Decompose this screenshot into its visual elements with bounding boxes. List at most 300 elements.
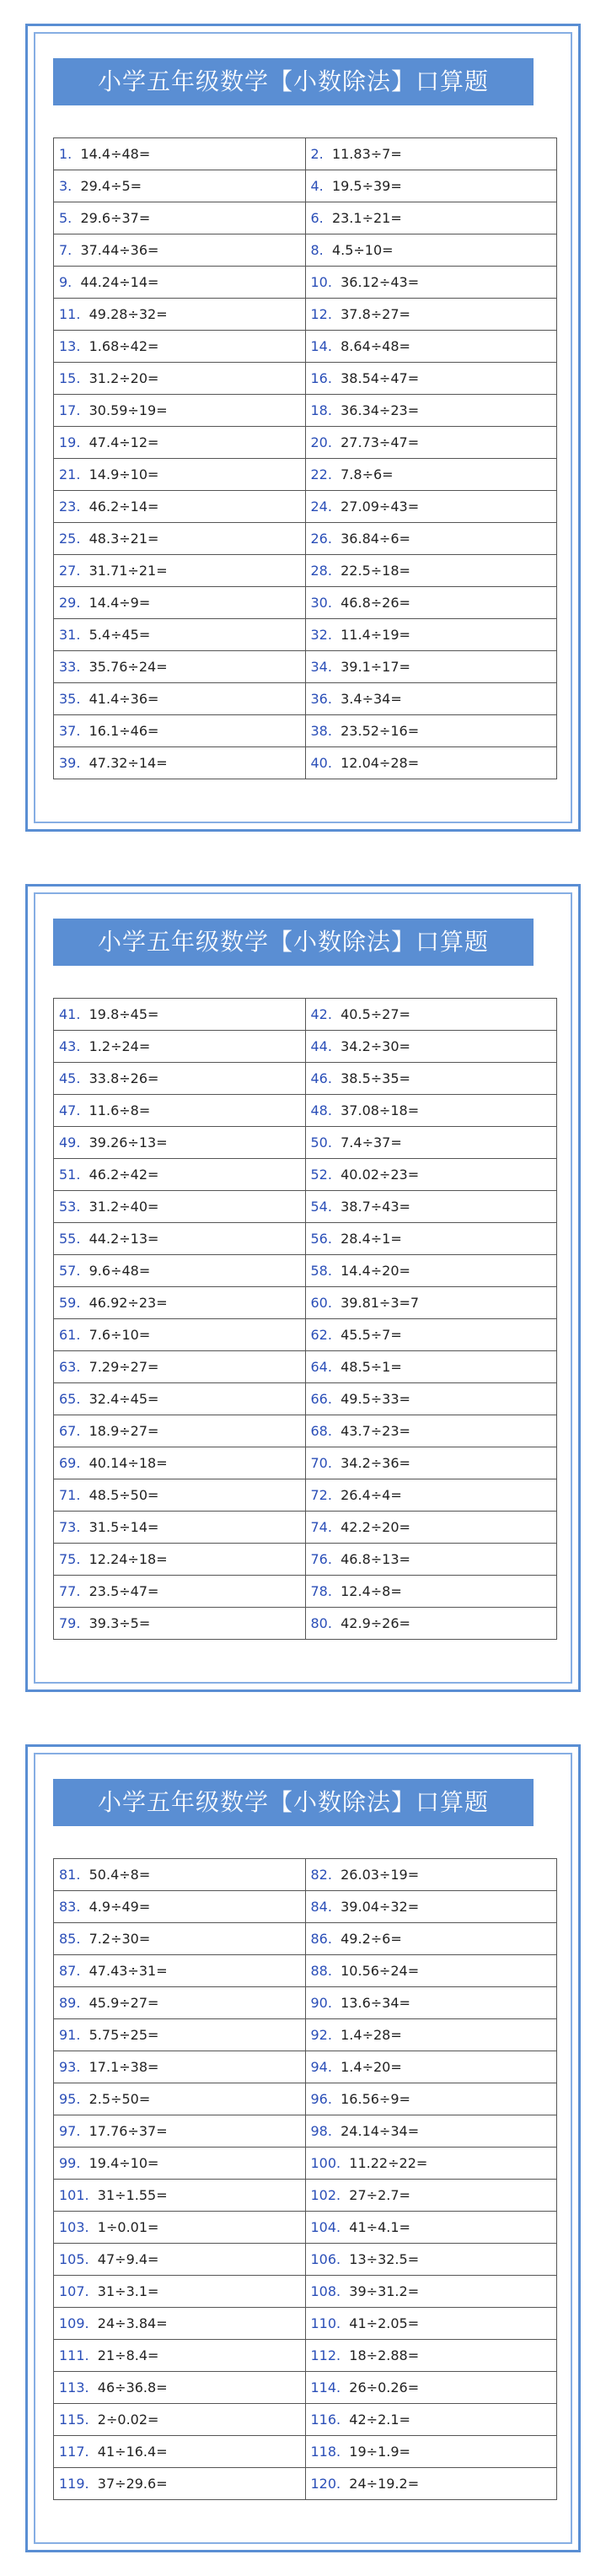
problem-number: 105. [59, 2251, 89, 2267]
problem-number: 54. [310, 1199, 332, 1215]
problem-cell [305, 234, 557, 267]
problem-cell [54, 202, 306, 234]
problem-cell [54, 395, 306, 427]
problem-cell [54, 2051, 306, 2083]
problem-number: 32. [310, 627, 332, 643]
problem-cell [305, 1859, 557, 1891]
problem-cell [54, 1891, 306, 1923]
problem-number: 102. [310, 2187, 341, 2203]
problem-cell [305, 1159, 557, 1191]
problem-number: 46. [310, 1070, 332, 1086]
problem-expression: 38.7÷43= [341, 1199, 410, 1215]
problem-expression: 42.9÷26= [341, 1615, 410, 1631]
problem-row [54, 2436, 557, 2468]
problem-expression: 48.5÷50= [88, 1487, 159, 1503]
problem-number: 25. [59, 531, 81, 547]
problem-row [54, 363, 557, 395]
problem-row [54, 2115, 557, 2148]
problem-cell [54, 1987, 306, 2019]
problem-number: 86. [310, 1931, 332, 1947]
problem-number: 35. [59, 691, 81, 707]
problem-cell [54, 2180, 306, 2212]
problem-number: 63. [59, 1359, 81, 1375]
problem-number: 40. [310, 755, 332, 771]
problem-cell [54, 267, 306, 299]
problem-cell [54, 619, 306, 651]
problem-cell [54, 1415, 306, 1447]
problem-number: 76. [310, 1551, 332, 1567]
worksheet-title: 小学五年级数学【小数除法】口算题 [53, 1779, 534, 1826]
problem-number: 101. [59, 2187, 89, 2203]
problem-expression: 30.59÷19= [88, 402, 168, 418]
problem-number: 94. [310, 2059, 332, 2075]
problem-expression: 29.6÷37= [80, 210, 151, 226]
problem-cell [305, 2468, 557, 2500]
problem-number: 58. [310, 1263, 332, 1279]
problem-cell [305, 2051, 557, 2083]
problem-expression: 17.1÷38= [88, 2059, 159, 2075]
problem-row [54, 2404, 557, 2436]
problem-number: 34. [310, 659, 332, 675]
problem-cell [305, 1512, 557, 1544]
problem-number: 31. [59, 627, 81, 643]
problem-number: 106. [310, 2251, 341, 2267]
problem-expression: 31÷1.55= [97, 2187, 168, 2203]
problem-expression: 27.73÷47= [341, 434, 420, 450]
problem-expression: 19÷1.9= [349, 2444, 410, 2460]
problem-cell [54, 2372, 306, 2404]
problem-number: 92. [310, 2027, 332, 2043]
problem-number: 49. [59, 1134, 81, 1151]
problem-row [54, 1255, 557, 1287]
problem-number: 24. [310, 498, 332, 515]
problem-cell [54, 1191, 306, 1223]
problem-row [54, 1415, 557, 1447]
problem-expression: 5.4÷45= [88, 627, 151, 643]
problem-expression: 24÷19.2= [349, 2476, 420, 2492]
problem-cell [305, 2019, 557, 2051]
problem-number: 89. [59, 1995, 81, 2011]
problem-expression: 13.6÷34= [341, 1995, 410, 2011]
problem-number: 117. [59, 2444, 89, 2460]
problem-number: 1. [59, 146, 72, 162]
problem-expression: 14.4÷20= [341, 1263, 410, 1279]
problem-cell [305, 619, 557, 651]
problem-cell [54, 1512, 306, 1544]
problem-cell [305, 2436, 557, 2468]
problem-number: 114. [310, 2379, 341, 2395]
problem-row [54, 651, 557, 683]
problem-number: 104. [310, 2219, 341, 2235]
problem-expression: 31.5÷14= [88, 1519, 159, 1535]
problem-number: 95. [59, 2091, 81, 2107]
problem-cell [54, 1576, 306, 1608]
problem-number: 83. [59, 1899, 81, 1915]
problem-expression: 45.5÷7= [341, 1327, 402, 1343]
problem-expression: 49.2÷6= [341, 1931, 402, 1947]
problem-cell [54, 1063, 306, 1095]
problem-expression: 2.5÷50= [88, 2091, 151, 2107]
problem-cell [305, 427, 557, 459]
problem-expression: 46.8÷26= [341, 595, 410, 611]
problem-number: 44. [310, 1038, 332, 1054]
problem-cell [54, 1447, 306, 1479]
problem-expression: 34.2÷36= [341, 1455, 410, 1471]
problem-expression: 35.76÷24= [88, 659, 168, 675]
problem-cell [305, 170, 557, 202]
problem-row [54, 2340, 557, 2372]
problem-expression: 29.4÷5= [80, 178, 142, 194]
problem-number: 91. [59, 2027, 81, 2043]
problem-row [54, 1159, 557, 1191]
problem-number: 5. [59, 210, 72, 226]
problem-cell [54, 715, 306, 747]
problem-expression: 47÷9.4= [97, 2251, 159, 2267]
problem-number: 116. [310, 2412, 341, 2428]
problem-number: 30. [310, 595, 332, 611]
problem-cell [54, 2340, 306, 2372]
problem-cell [54, 1095, 306, 1127]
problem-expression: 46.2÷42= [88, 1167, 159, 1183]
problem-number: 60. [310, 1295, 332, 1311]
problem-expression: 46÷36.8= [97, 2379, 168, 2395]
problem-number: 37. [59, 723, 81, 739]
problem-number: 73. [59, 1519, 81, 1535]
problem-number: 47. [59, 1102, 81, 1118]
problem-expression: 19.5÷39= [331, 178, 402, 194]
worksheet-1 [25, 24, 581, 832]
problem-cell [54, 523, 306, 555]
problem-number: 13. [59, 338, 81, 354]
problem-cell [305, 2308, 557, 2340]
problem-row [54, 1608, 557, 1640]
problem-cell [305, 683, 557, 715]
problem-cell [54, 1351, 306, 1383]
problem-number: 90. [310, 1995, 332, 2011]
problem-expression: 31.2÷40= [88, 1199, 159, 1215]
problem-expression: 14.9÷10= [88, 466, 159, 482]
problem-cell [305, 1479, 557, 1512]
problem-number: 41. [59, 1006, 81, 1022]
problem-cell [54, 1383, 306, 1415]
worksheet-title: 小学五年级数学【小数除法】口算题 [53, 919, 534, 966]
problem-cell [305, 1891, 557, 1923]
problem-expression: 31÷3.1= [97, 2283, 159, 2299]
problem-expression: 27÷2.7= [349, 2187, 410, 2203]
problem-number: 110. [310, 2315, 341, 2331]
problem-cell [54, 491, 306, 523]
problem-expression: 7.29÷27= [88, 1359, 159, 1375]
problem-number: 27. [59, 563, 81, 579]
problem-expression: 47.43÷31= [88, 1963, 168, 1979]
problem-number: 99. [59, 2155, 81, 2171]
problem-row [54, 202, 557, 234]
problem-number: 103. [59, 2219, 89, 2235]
problem-number: 79. [59, 1615, 81, 1631]
problem-cell [54, 1608, 306, 1640]
problem-expression: 42.2÷20= [341, 1519, 410, 1535]
problem-row [54, 1287, 557, 1319]
problem-cell [305, 1415, 557, 1447]
problem-row [54, 427, 557, 459]
problem-cell [305, 459, 557, 491]
problem-expression: 38.5÷35= [341, 1070, 410, 1086]
problem-cell [54, 2148, 306, 2180]
problem-cell [305, 2083, 557, 2115]
problem-expression: 1.4÷20= [341, 2059, 402, 2075]
problem-cell [305, 2180, 557, 2212]
problem-row [54, 1191, 557, 1223]
problem-expression: 40.14÷18= [88, 1455, 168, 1471]
problem-cell [305, 1255, 557, 1287]
problem-row [54, 1127, 557, 1159]
problem-cell [305, 331, 557, 363]
problem-number: 57. [59, 1263, 81, 1279]
problem-cell [54, 459, 306, 491]
problem-cell [54, 1859, 306, 1891]
problem-expression: 37÷29.6= [97, 2476, 168, 2492]
problem-cell [305, 1351, 557, 1383]
problem-expression: 41÷16.4= [97, 2444, 168, 2460]
problem-expression: 28.4÷1= [341, 1231, 402, 1247]
problem-cell [305, 491, 557, 523]
problem-number: 16. [310, 370, 332, 386]
problem-number: 88. [310, 1963, 332, 1979]
problem-expression: 19.8÷45= [88, 1006, 159, 1022]
problem-row [54, 747, 557, 779]
problem-number: 7. [59, 242, 72, 258]
problem-row [54, 683, 557, 715]
problem-number: 42. [310, 1006, 332, 1022]
problem-expression: 26÷0.26= [349, 2379, 420, 2395]
problem-expression: 43.7÷23= [341, 1423, 410, 1439]
problem-number: 50. [310, 1134, 332, 1151]
problem-number: 70. [310, 1455, 332, 1471]
problem-expression: 31.71÷21= [88, 563, 168, 579]
problem-row [54, 1383, 557, 1415]
problem-number: 84. [310, 1899, 332, 1915]
problem-number: 74. [310, 1519, 332, 1535]
problem-cell [305, 2148, 557, 2180]
problem-expression: 11.22÷22= [349, 2155, 428, 2171]
problem-cell [54, 138, 306, 170]
problem-row [54, 2083, 557, 2115]
problem-number: 52. [310, 1167, 332, 1183]
problem-cell [54, 170, 306, 202]
problem-expression: 14.4÷9= [88, 595, 151, 611]
problem-expression: 7.2÷30= [88, 1931, 151, 1947]
problem-number: 112. [310, 2347, 341, 2363]
problem-number: 28. [310, 563, 332, 579]
problem-number: 55. [59, 1231, 81, 1247]
problem-expression: 39.04÷32= [341, 1899, 420, 1915]
problem-cell [54, 2468, 306, 2500]
problem-cell [54, 2244, 306, 2276]
problem-row [54, 1319, 557, 1351]
problem-cell [305, 2340, 557, 2372]
problem-number: 33. [59, 659, 81, 675]
problem-number: 45. [59, 1070, 81, 1086]
problem-number: 38. [310, 723, 332, 739]
problem-expression: 14.4÷48= [80, 146, 151, 162]
problem-row [54, 1479, 557, 1512]
problem-expression: 42÷2.1= [349, 2412, 410, 2428]
problem-number: 15. [59, 370, 81, 386]
problem-row [54, 138, 557, 170]
problem-number: 65. [59, 1391, 81, 1407]
problem-row [54, 587, 557, 619]
problem-number: 8. [310, 242, 324, 258]
problem-row [54, 619, 557, 651]
problem-expression: 37.8÷27= [341, 306, 410, 322]
problem-expression: 16.1÷46= [88, 723, 159, 739]
problem-expression: 36.12÷43= [341, 274, 420, 290]
problem-row [54, 1063, 557, 1095]
problem-expression: 23.1÷21= [331, 210, 402, 226]
problem-cell [305, 747, 557, 779]
problem-number: 68. [310, 1423, 332, 1439]
problem-cell [305, 138, 557, 170]
problem-expression: 10.56÷24= [341, 1963, 420, 1979]
problem-expression: 46.8÷13= [341, 1551, 410, 1567]
problem-row [54, 491, 557, 523]
problem-row [54, 1576, 557, 1608]
problem-expression: 7.4÷37= [341, 1134, 402, 1151]
worksheet-2 [25, 884, 581, 1692]
problem-expression: 32.4÷45= [88, 1391, 159, 1407]
problem-expression: 41÷4.1= [349, 2219, 410, 2235]
problem-cell [54, 587, 306, 619]
problem-number: 53. [59, 1199, 81, 1215]
problem-expression: 33.8÷26= [88, 1070, 159, 1086]
problem-row [54, 1987, 557, 2019]
problem-expression: 9.6÷48= [88, 1263, 151, 1279]
worksheet-title: 小学五年级数学【小数除法】口算题 [53, 58, 534, 105]
problem-cell [54, 299, 306, 331]
problem-cell [54, 2404, 306, 2436]
problem-expression: 39.81÷3=7 [341, 1295, 420, 1311]
problem-expression: 11.6÷8= [88, 1102, 151, 1118]
problem-expression: 49.28÷32= [88, 306, 168, 322]
problem-number: 87. [59, 1963, 81, 1979]
problem-expression: 12.04÷28= [341, 755, 420, 771]
problem-cell [305, 2244, 557, 2276]
problem-cell [305, 1223, 557, 1255]
problem-number: 20. [310, 434, 332, 450]
problem-row [54, 999, 557, 1031]
problem-row [54, 1031, 557, 1063]
problem-number: 119. [59, 2476, 89, 2492]
problem-cell [305, 1127, 557, 1159]
problem-cell [305, 2212, 557, 2244]
problem-expression: 1÷0.01= [97, 2219, 159, 2235]
problem-expression: 47.4÷12= [88, 434, 159, 450]
problem-number: 64. [310, 1359, 332, 1375]
problem-number: 120. [310, 2476, 341, 2492]
problem-number: 98. [310, 2123, 332, 2139]
problem-cell [54, 331, 306, 363]
problem-expression: 39÷31.2= [349, 2283, 420, 2299]
problem-cell [305, 202, 557, 234]
problem-cell [54, 2436, 306, 2468]
problem-number: 113. [59, 2379, 89, 2395]
problem-expression: 7.6÷10= [88, 1327, 151, 1343]
problem-number: 80. [310, 1615, 332, 1631]
problem-cell [54, 234, 306, 267]
problem-cell [54, 1955, 306, 1987]
problem-number: 100. [310, 2155, 341, 2171]
problem-number: 78. [310, 1583, 332, 1599]
problem-expression: 31.2÷20= [88, 370, 159, 386]
problem-cell [305, 999, 557, 1031]
problem-row [54, 299, 557, 331]
problem-cell [305, 1191, 557, 1223]
problem-number: 61. [59, 1327, 81, 1343]
problem-cell [305, 1987, 557, 2019]
problem-row [54, 2051, 557, 2083]
problem-number: 108. [310, 2283, 341, 2299]
problem-expression: 8.64÷48= [341, 338, 410, 354]
problem-number: 75. [59, 1551, 81, 1567]
problem-table [53, 1858, 557, 2500]
problem-cell [305, 1544, 557, 1576]
problem-expression: 1.68÷42= [88, 338, 159, 354]
problem-number: 48. [310, 1102, 332, 1118]
problem-cell [54, 1031, 306, 1063]
problem-cell [305, 651, 557, 683]
problem-expression: 13÷32.5= [349, 2251, 420, 2267]
problem-expression: 36.84÷6= [341, 531, 410, 547]
problem-cell [305, 1576, 557, 1608]
problem-expression: 3.4÷34= [341, 691, 402, 707]
problem-cell [305, 2276, 557, 2308]
problem-cell [54, 2308, 306, 2340]
problem-row [54, 2148, 557, 2180]
problem-expression: 23.52÷16= [341, 723, 420, 739]
problem-row [54, 2212, 557, 2244]
problem-number: 115. [59, 2412, 89, 2428]
problem-cell [54, 999, 306, 1031]
problem-row [54, 395, 557, 427]
problem-cell [305, 1287, 557, 1319]
problem-row [54, 331, 557, 363]
problem-number: 59. [59, 1295, 81, 1311]
problem-number: 2. [310, 146, 324, 162]
problem-row [54, 267, 557, 299]
problem-expression: 39.1÷17= [341, 659, 410, 675]
problem-cell [305, 1955, 557, 1987]
problem-number: 4. [310, 178, 324, 194]
problem-cell [305, 1031, 557, 1063]
problem-expression: 46.92÷23= [88, 1295, 168, 1311]
problem-cell [305, 715, 557, 747]
problem-cell [305, 2404, 557, 2436]
problem-expression: 44.24÷14= [80, 274, 159, 290]
problem-row [54, 2244, 557, 2276]
problem-cell [54, 747, 306, 779]
problem-expression: 24.14÷34= [341, 2123, 420, 2139]
problem-cell [54, 651, 306, 683]
problem-expression: 26.4÷4= [341, 1487, 402, 1503]
problem-cell [54, 555, 306, 587]
problem-expression: 27.09÷43= [341, 498, 420, 515]
problem-number: 71. [59, 1487, 81, 1503]
problem-cell [54, 2276, 306, 2308]
problem-row [54, 1955, 557, 1987]
problem-number: 82. [310, 1867, 332, 1883]
problem-expression: 39.26÷13= [88, 1134, 168, 1151]
problem-number: 69. [59, 1455, 81, 1471]
